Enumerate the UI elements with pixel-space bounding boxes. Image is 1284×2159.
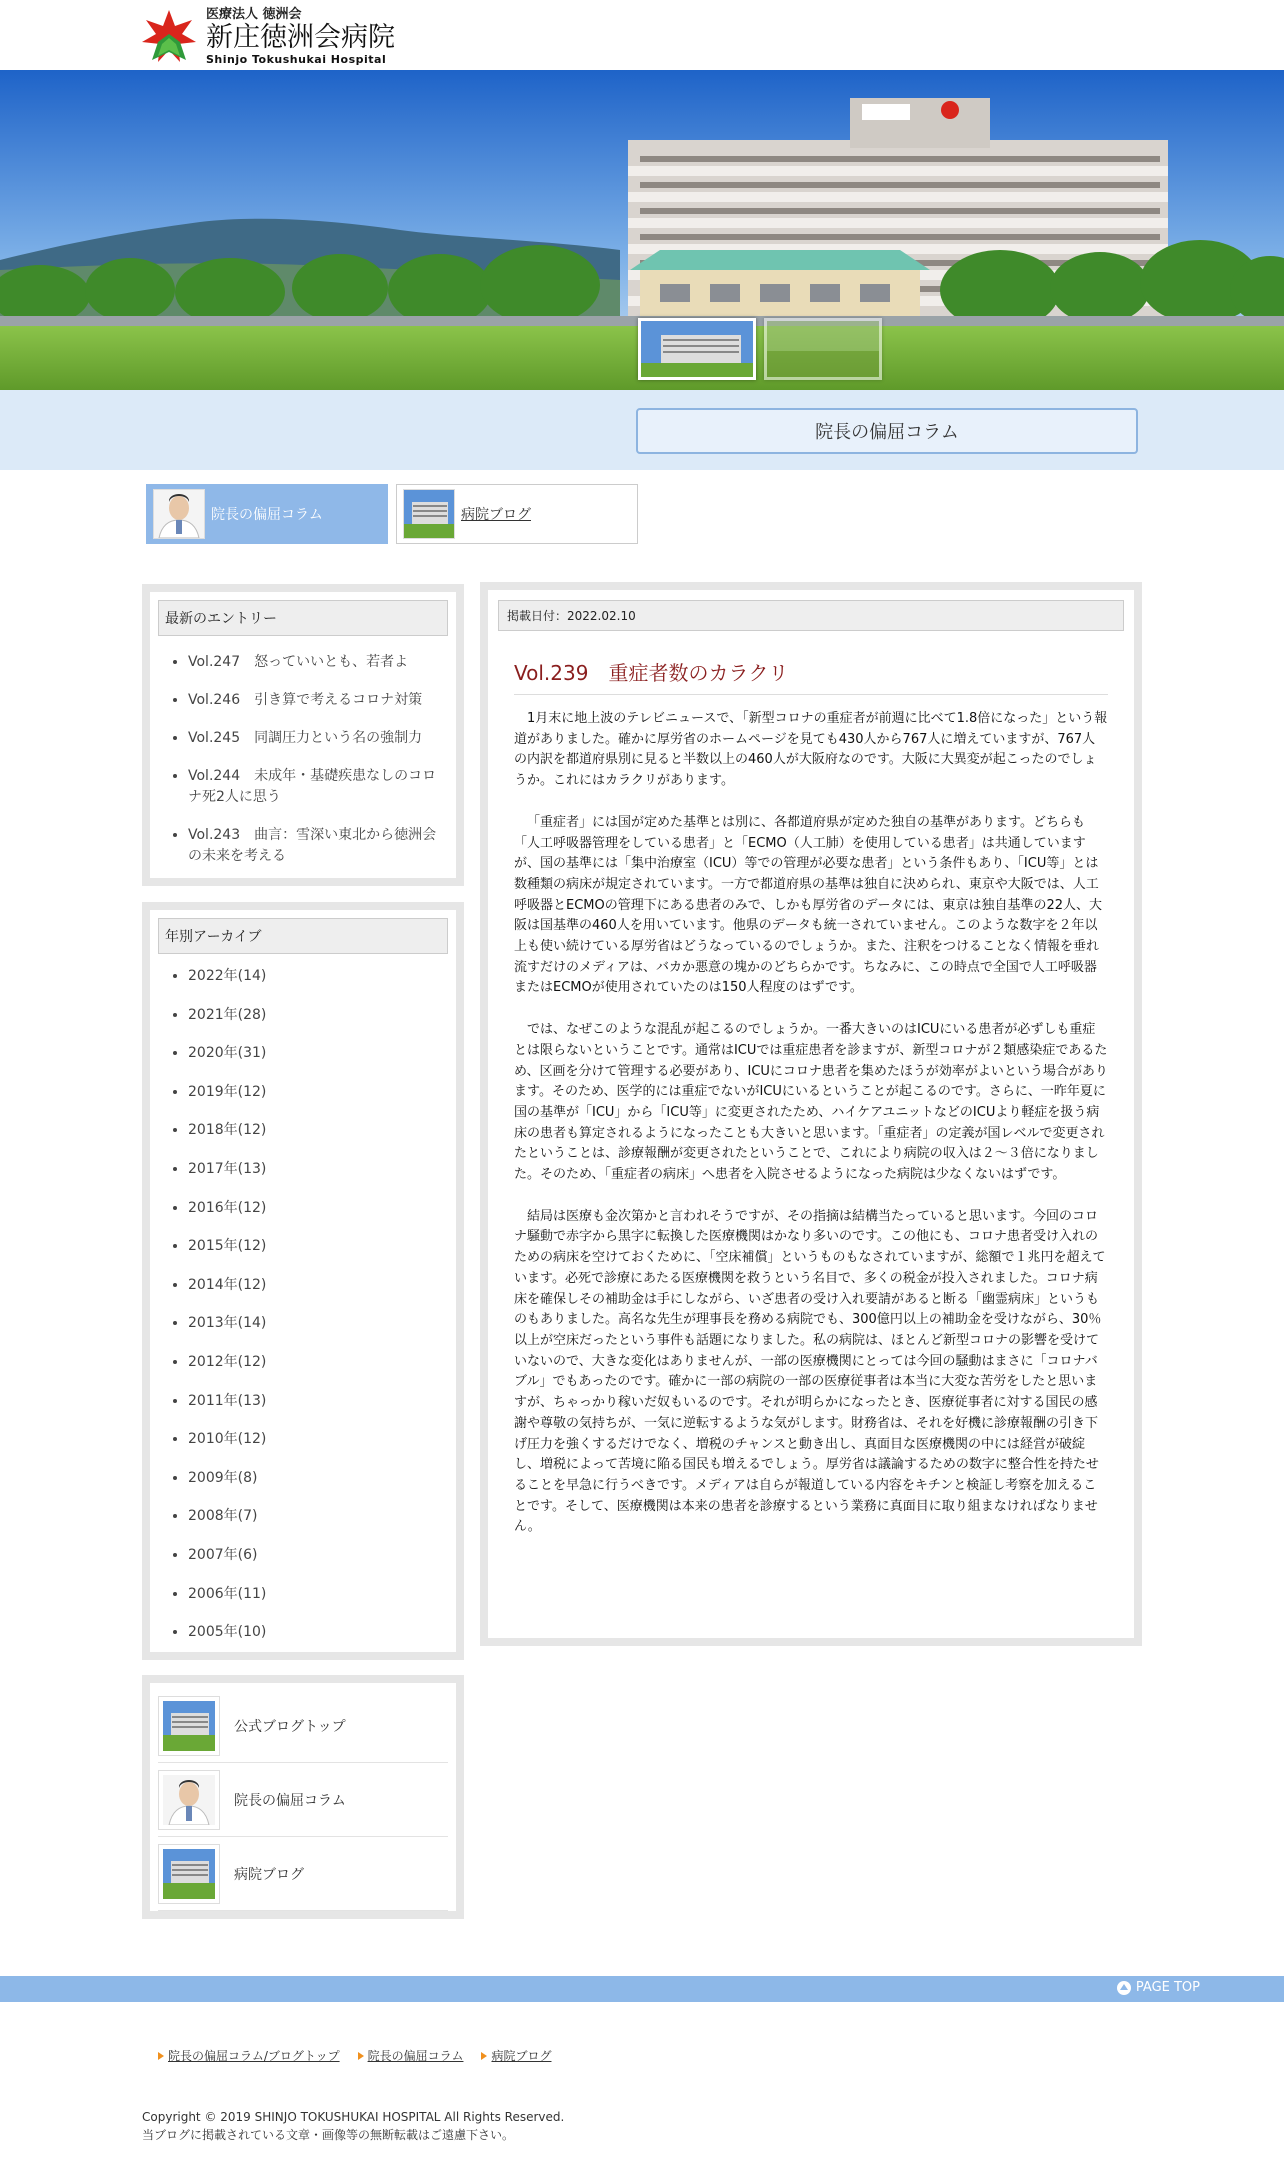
- hospital-building-icon: [158, 1696, 220, 1756]
- article-paragraph: 1月末に地上波のテレビニュースで、「新型コロナの重症者が前週に比べて1.8倍になった」という報道がありました。確かに厚労省のホームページを見ても430人から767人に増えていますが、767人の内訳を都道府県別に見ると半数以上の460人が大阪府なのです。大阪に大異変が起こったのでしょうか。これにはカラクリがあります。: [514, 711, 1108, 789]
- footer-link-blog-top[interactable]: [158, 2047, 340, 2064]
- article-paragraph: では、なぜこのような混乱が起こるのでしょうか。一番大きいのはICUにいる患者が必ずしも重症とは限らないということです。通常はICUでは重症患者を診ますが、新型コロナが２類感染症であるため、区画を分けて管理する必要があり、ICUにコロナ患者を集めたほうが効率がよいという場合があります。そのため、医学的には重症でないがICUにいるということが起こるのです。さらに、一昨年夏に国の基準が「ICU」から「ICU等」に変更されたため、ハイケアユニットなどのICUより軽症を扱う病床の患者も算定されるようになったことも大きいと思います。「重症者」の定義が国レベルで変更されたということは、診療報酬が変更されたということで、これにより病院の収入は２〜３倍になりました。そのため、「重症者の病床」へ患者を入院させるようになった病院は少なくないはずです。: [514, 1022, 1108, 1183]
- copyright-text: Copyright © 2019 SHINJO TOKUSHUKAI HOSPITAL All Rights Reserved.: [142, 2110, 565, 2124]
- tab-hospital-blog[interactable]: [396, 484, 638, 544]
- hospital-building-icon: [158, 1844, 220, 1904]
- article-paragraph: 結局は医療も金次第かと言われそうですが、その指摘は結構当たっていると思います。今回のコロナ騒動で赤字から黒字に転換した医療機関はかなり多いのです。この他にも、コロナ患者受け入れのための病床を空けておくために、「空床補償」というものもなされていますが、総額で１兆円を超えています。必死で診療にあたる医療機関を救うという名目で、多くの税金が投入されました。コロナ病床を確保しその補助金は手にしながら、いざ患者の受け入れ要請があると断る「幽霊病床」というものもありました。高名な先生が理事長を務める病院でも、300億円以上の補助金を受けながら、30％以上が空床だったという事件も話題になりました。私の病院は、ほとんど新型コロナの影響を受けていないので、大きな変化はありませんが、一部の医療機関にとっては今回の騒動はまさに「コロナバブル」でもあったのです。確かに一部の病院の一部の医療従事者は本当に大変な苦労をしたと思いますが、ちゃっかり稼いだ奴もいるのです。それが明らかになったとき、医療従事者に対する国民の感謝や尊敬の気持ちが、一気に逆転するような気がします。財務省は、それを好機に診療報酬の引き下げ圧力を強くするだけでなく、増税のチャンスと動き出し、真面目な医療機関の中には経営が破綻し、増税によって苦境に陥る国民も増えるでしょう。厚労省は議論するための数字に整合性を持たせることを早急に行うべきです。メディアは自らが報道している内容をキチンと検証し考察を加えることです。そして、医療機関は本来の患者を診療するという業務に真面目に取り組まなければなりません。: [514, 1208, 1106, 1535]
- archive-year-link[interactable]: • 2015年(12): [188, 1236, 448, 1257]
- arrow-up-icon: [1117, 1981, 1131, 1995]
- hospital-building-icon: [403, 489, 455, 539]
- archive-year-link[interactable]: • 2007年(6): [188, 1545, 448, 1566]
- column-title-banner: 院長の偏屈コラム: [636, 408, 1138, 454]
- archive-list: [158, 954, 448, 1643]
- triangle-right-icon: [481, 2052, 487, 2060]
- footer-nav: [158, 2047, 569, 2064]
- archive-year-link[interactable]: • 2018年(12): [188, 1120, 448, 1141]
- archive-year-link[interactable]: • 2011年(13): [188, 1391, 448, 1412]
- hero-thumbnail-2[interactable]: [764, 318, 882, 380]
- blog-links-box: [142, 1675, 464, 1919]
- entry-link[interactable]: • Vol.246 引き算で考えるコロナ対策: [188, 690, 448, 711]
- tab-director-column[interactable]: [146, 484, 388, 544]
- archive-year-link[interactable]: • 2013年(14): [188, 1313, 448, 1334]
- archive-box: [142, 902, 464, 1660]
- link-hospital-blog[interactable]: [158, 1837, 448, 1911]
- archive-year-link[interactable]: • 2009年(8): [188, 1468, 448, 1489]
- archive-year-link[interactable]: • 2014年(12): [188, 1275, 448, 1296]
- footer-link-director-column[interactable]: [358, 2047, 464, 2064]
- archive-year-link[interactable]: • 2008年(7): [188, 1506, 448, 1527]
- page-top-button[interactable]: [1117, 1980, 1200, 1995]
- footer-link-label: 病院ブログ: [491, 2049, 552, 2063]
- logo-main-text: 新庄徳洲会病院: [206, 21, 395, 53]
- article-panel: [480, 582, 1142, 1646]
- latest-entries-heading: 最新のエントリー: [158, 600, 448, 636]
- article-paragraph: 「重症者」には国が定めた基準とは別に、各都道府県が定めた独自の基準があります。どちらも「人工呼吸器管理をしている患者」と「ECMO（人工肺）を使用している患者」は共通していますが、国の基準には「集中治療室（ICU）等での管理が必要な患者」という条件もあり、「ICU等」とは数種類の病床が規定されています。一方で都道府県の基準は独自に決められ、東京や大阪では、人工呼吸器とECMOの管理下にある患者のみで、しかも厚労省のデータには、東京は独自基準の22人、大阪は国基準の460人を用いています。他県のデータも統一されていません。このような数字を２年以上も使い続けている厚労省はどうなっているのでしょうか。また、注釈をつけることなく情報を垂れ流すだけのメディアは、バカか悪意の塊かのどちらかです。ちなみに、この時点で全国で人工呼吸器またはECMOが使用されていたのは150人程度のはずです。: [514, 814, 1103, 996]
- site-header: [0, 0, 1284, 70]
- logo-english-text: Shinjo Tokushukai Hospital: [206, 52, 387, 66]
- entry-link[interactable]: • Vol.243 曲言：雪深い東北から徳洲会の未来を考える: [188, 825, 448, 867]
- page-top-bar: [0, 1976, 1284, 2002]
- link-label: 公式ブログトップ: [234, 1718, 346, 1735]
- article-title: Vol.239 重症者数のカラクリ: [514, 657, 1108, 695]
- site-logo[interactable]: [140, 6, 395, 66]
- latest-entries-box: [142, 584, 464, 886]
- entry-link[interactable]: • Vol.245 同調圧力という名の強制力: [188, 728, 448, 749]
- title-band: [0, 390, 1284, 470]
- footer-link-hospital-blog[interactable]: [481, 2047, 551, 2064]
- reprint-notice: 当ブログに掲載されている文章・画像等の無断転載はご遠慮下さい。: [142, 2128, 515, 2142]
- footer-link-label: 院長の偏屈コラム/ブログトップ: [168, 2049, 340, 2063]
- entry-link[interactable]: • Vol.247 怒っていいとも、若者よ: [188, 652, 448, 673]
- archive-year-link[interactable]: • 2019年(12): [188, 1082, 448, 1103]
- tab-hospital-blog-label: 病院ブログ: [461, 507, 531, 523]
- footer-copyright: [142, 2108, 564, 2144]
- link-label: 院長の偏屈コラム: [234, 1792, 346, 1809]
- archive-year-link[interactable]: • 2022年(14): [188, 966, 448, 987]
- archive-year-link[interactable]: • 2017年(13): [188, 1159, 448, 1180]
- post-date: 掲載日付：2022.02.10: [498, 600, 1124, 631]
- archive-heading: 年別アーカイブ: [158, 918, 448, 954]
- page-top-label: PAGE TOP: [1135, 1980, 1200, 1995]
- director-portrait-icon: [153, 489, 205, 539]
- entry-link[interactable]: • Vol.244 未成年・基礎疾患なしのコロナ死2人に思う: [188, 766, 448, 808]
- link-label: 病院ブログ: [234, 1866, 304, 1883]
- archive-year-link[interactable]: • 2010年(12): [188, 1429, 448, 1450]
- archive-year-link[interactable]: • 2020年(31): [188, 1043, 448, 1064]
- archive-year-link[interactable]: • 2021年(28): [188, 1005, 448, 1026]
- link-director-column[interactable]: [158, 1763, 448, 1837]
- archive-year-link[interactable]: • 2006年(11): [188, 1584, 448, 1605]
- logo-sub-text: 医療法人 徳洲会: [206, 6, 302, 22]
- hero-thumbnail-1[interactable]: [638, 318, 756, 380]
- tab-director-column-label: 院長の偏屈コラム: [211, 507, 323, 523]
- logo-emblem-icon: [140, 8, 198, 64]
- director-portrait-icon: [158, 1770, 220, 1830]
- triangle-right-icon: [158, 2052, 164, 2060]
- link-official-blog-top[interactable]: [158, 1689, 448, 1763]
- triangle-right-icon: [358, 2052, 364, 2060]
- footer-link-label: 院長の偏屈コラム: [367, 2049, 464, 2063]
- article-body: [514, 709, 1108, 1538]
- archive-year-link[interactable]: • 2016年(12): [188, 1198, 448, 1219]
- archive-year-link[interactable]: • 2005年(10): [188, 1622, 448, 1643]
- latest-entries-list: [158, 636, 448, 867]
- archive-year-link[interactable]: • 2012年(12): [188, 1352, 448, 1373]
